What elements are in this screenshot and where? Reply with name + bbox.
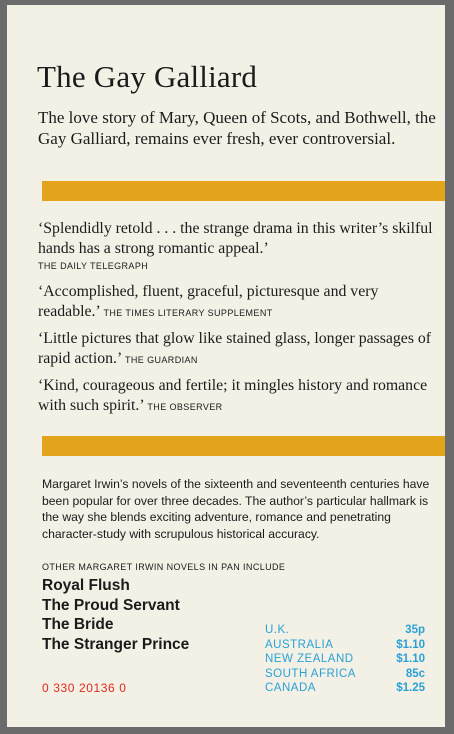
price-region: NEW ZEALAND [265, 653, 354, 666]
novel-title: Royal Flush [42, 577, 130, 594]
price-amount: $1.10 [396, 638, 425, 651]
price-list [265, 623, 425, 696]
novel-title: The Bride [42, 616, 114, 633]
review-source: THE DAILY TELEGRAPH [38, 261, 149, 271]
price-row [265, 667, 425, 682]
price-row [265, 652, 425, 667]
novel-title: The Proud Servant [42, 596, 180, 614]
other-novels-heading: OTHER MARGARET IRWIN NOVELS IN PAN INCLUDE [42, 562, 286, 572]
review-quote [38, 219, 438, 272]
price-region: SOUTH AFRICA [265, 667, 356, 680]
price-region: U.K. [265, 624, 290, 636]
price-region: CANADA [265, 682, 316, 695]
price-row [265, 638, 425, 653]
price-row [265, 623, 425, 638]
review-quote [38, 329, 438, 370]
novel-title: The Stranger Prince [42, 635, 190, 653]
review-text: ‘Little pictures that glow like stained glass, longer passages of rapid action.’ [38, 330, 432, 367]
review-text: ‘Accomplished, fluent, graceful, picturesque and very readable.’ [38, 283, 379, 320]
review-text: ‘Splendidly retold . . . the strange drama in this writer’s skilful hands has a strong romantic appeal.’ [38, 220, 433, 257]
price-amount: 35p [405, 624, 425, 636]
book-title: The Gay Galliard [37, 59, 258, 94]
book-blurb: The love story of Mary, Queen of Scots, and Bothwell, the Gay Galliard, remains ever fresh, ever controversial. [38, 108, 436, 148]
price-amount: 85c [405, 667, 425, 680]
review-quote [38, 282, 438, 323]
top-stripe [42, 181, 445, 201]
price-row [265, 681, 425, 696]
other-novels-list [42, 576, 189, 654]
isbn-number: 0 330 20136 0 [42, 681, 127, 695]
review-source: THE GUARDIAN [125, 355, 198, 365]
back-cover [7, 5, 445, 727]
review-text: ‘Kind, courageous and fertile; it mingles history and romance with such spirit.’ [38, 377, 428, 414]
review-source: THE TIMES LITERARY SUPPLEMENT [103, 308, 273, 318]
author-note: Margaret Irwin’s novels of the sixteenth and seventeenth centuries have been popular for over three decades. The author’s particular hallmark is the way she blends exciting adventure, romance and penetrating character-study with scrupulous historical accuracy. [42, 477, 430, 541]
price-region: AUSTRALIA [265, 638, 334, 651]
price-amount: $1.25 [396, 682, 425, 695]
review-source: THE OBSERVER [147, 402, 223, 412]
price-amount: $1.10 [396, 653, 425, 666]
review-quote [38, 376, 438, 417]
bottom-stripe [42, 436, 445, 456]
